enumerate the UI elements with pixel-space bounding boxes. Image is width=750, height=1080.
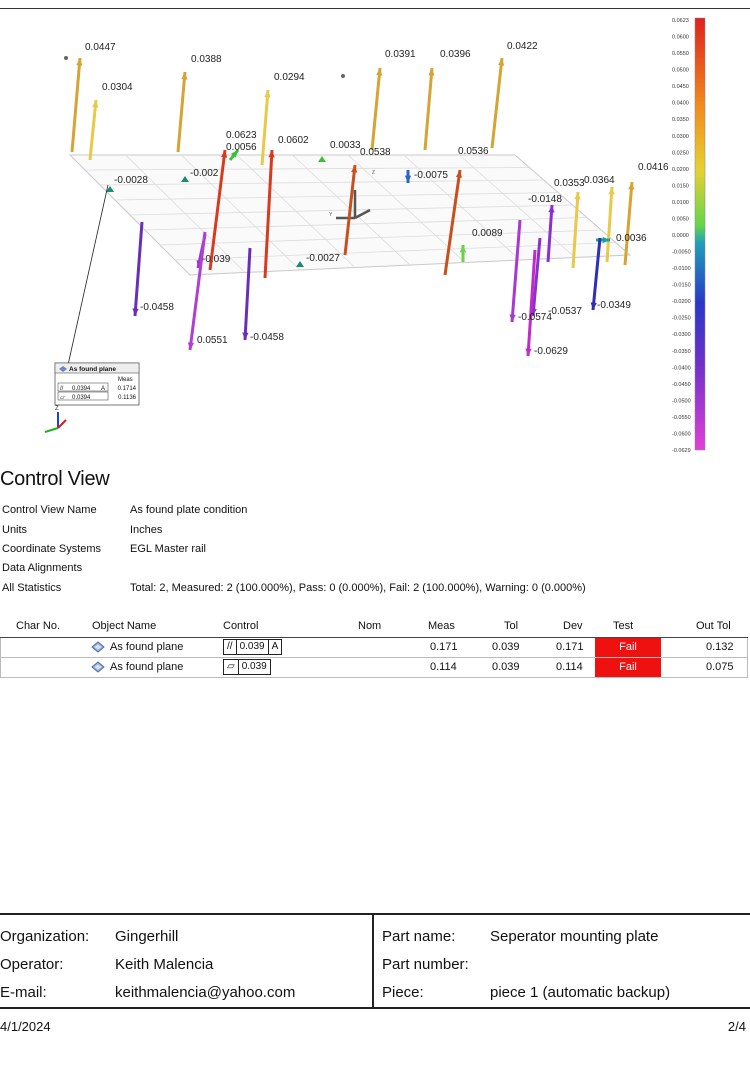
arrow-shaft	[90, 100, 96, 160]
meas-value: 0.171	[430, 641, 458, 653]
scale-label: 0.0350	[672, 117, 689, 124]
plane-icon	[91, 641, 105, 656]
arrow-shaft	[72, 58, 80, 152]
legend-symbol: //	[60, 386, 64, 392]
deviation-label: 0.0089	[472, 228, 503, 239]
deviation-label: 0.0538	[360, 147, 391, 158]
legend-meas-header: Meas	[118, 377, 133, 383]
tol-value: 0.039	[492, 641, 520, 653]
info-label: Coordinate Systems	[2, 543, 102, 555]
report-footer	[0, 913, 750, 1009]
arrow-head	[608, 187, 614, 195]
flatness-icon: ▱	[224, 660, 239, 674]
scale-label: 0.0450	[672, 84, 689, 91]
arrow-head	[268, 150, 274, 158]
deviation-label: -0.0027	[306, 253, 340, 264]
tolerance-value: 0.039	[237, 640, 269, 654]
scale-label: 0.0550	[672, 51, 689, 58]
deviation-arrow	[625, 182, 634, 265]
deviation-label: 0.0056	[226, 142, 257, 153]
deviation-label: 0.0036	[616, 233, 647, 244]
arrow-head	[242, 332, 248, 340]
arrow-shaft	[372, 68, 380, 150]
legend-tol: 0.0394	[72, 395, 91, 401]
arrow-shaft	[625, 182, 632, 265]
deviation-arrow	[72, 58, 82, 152]
scale-label: 0.0150	[672, 183, 689, 190]
deviation-arrow	[178, 72, 187, 152]
tol-value: 0.039	[492, 661, 520, 673]
arrow-shaft	[262, 90, 268, 165]
part-name-value: Seperator mounting plate	[490, 928, 659, 945]
column-header-tol: Tol	[504, 620, 519, 632]
arrow-head	[132, 308, 138, 316]
scale-label: 0.0000	[672, 233, 689, 239]
scale-label: -0.0550	[672, 414, 691, 421]
deviation-label: 0.0391	[385, 49, 416, 60]
scale-label: 0.0623	[672, 18, 689, 24]
part-number-label: Part number:	[382, 956, 469, 973]
deviation-label: 0.0536	[458, 146, 489, 157]
scale-label: 0.0400	[672, 100, 689, 107]
gdt-control-frame	[223, 639, 282, 655]
scale-label: -0.0300	[672, 332, 691, 339]
parallelism-icon: //	[224, 640, 237, 654]
piece-value: piece 1 (automatic backup)	[490, 984, 671, 1001]
arrow-shaft	[178, 72, 185, 152]
info-value: Inches	[130, 524, 163, 536]
footer-divider	[372, 915, 374, 1007]
operator-value: Keith Malencia	[115, 956, 214, 973]
column-header-out-tol: Out Tol	[696, 620, 731, 632]
column-header-nom: Nom	[358, 620, 382, 632]
out-tol-value: 0.075	[706, 661, 734, 673]
page-title: Control View	[0, 468, 110, 490]
triad-z-label: Z	[55, 406, 59, 412]
dev-value: 0.171	[556, 641, 584, 653]
info-value: Total: 2, Measured: 2 (100.000%), Pass: 0 (0.000%), Fail: 2 (100.000%), Warning: 0 (0.000%)	[130, 582, 586, 594]
meas-value: 0.114	[430, 661, 457, 673]
column-header-char-no: Char No.	[16, 620, 61, 632]
results-table-header	[0, 620, 750, 636]
deviation-label: 0.0447	[85, 42, 116, 53]
scale-label: -0.0400	[672, 365, 691, 372]
deviation-label: -0.0349	[597, 300, 631, 311]
deviation-label: -0.0629	[534, 346, 568, 357]
column-header-dev: Dev	[563, 620, 583, 632]
triad-x	[58, 420, 66, 428]
deviation-label: 0.0304	[102, 82, 133, 93]
deviation-arrow	[425, 68, 434, 150]
center-y-label: Y	[329, 212, 333, 218]
scale-label: 0.0050	[672, 216, 689, 223]
deviation-label: -0.039	[202, 254, 231, 265]
test-status-badge: Fail	[595, 658, 661, 677]
deviation-label: 0.0551	[197, 335, 228, 346]
info-value: EGL Master rail	[130, 543, 207, 555]
arrow-head	[264, 90, 270, 98]
scale-label: -0.0450	[672, 381, 691, 388]
tolerance-value: 0.039	[241, 661, 267, 672]
email-label: E-mail:	[0, 984, 47, 1001]
column-header-control: Control	[223, 620, 259, 632]
scale-label: 0.0300	[672, 133, 689, 140]
deviation-arrow	[90, 100, 98, 160]
report-date: 4/1/2024	[0, 1019, 51, 1034]
legend-datum: A	[101, 386, 106, 392]
scale-label: -0.0050	[672, 249, 691, 256]
scale-label: 0.0250	[672, 150, 689, 157]
page-number: 2/4	[727, 1019, 746, 1034]
deviation-label: -0.0028	[114, 175, 148, 186]
info-label: All Statistics	[2, 582, 62, 594]
deviation-label: 0.0364	[584, 175, 615, 186]
part-name-label: Part name:	[382, 928, 456, 945]
deviation-label: -0.002	[190, 168, 219, 179]
gdt-control-frame	[223, 659, 271, 675]
deviation-label: -0.0574	[518, 312, 552, 323]
scale-label: 0.0100	[672, 199, 689, 206]
legend-symbol: ▱	[60, 395, 65, 401]
center-z-label: Z	[372, 170, 376, 176]
object-name: As found plane	[110, 641, 184, 653]
info-label: Data Alignments	[2, 562, 83, 574]
arrow-shaft	[425, 68, 432, 150]
column-header-object-name: Object Name	[92, 620, 157, 632]
triad-y	[45, 428, 58, 432]
deviation-label: 0.0294	[274, 72, 305, 83]
legend-meas: 0.1714	[117, 386, 136, 392]
scale-label: -0.0350	[672, 348, 691, 355]
color-scale-bar	[695, 18, 705, 450]
arrow-head	[525, 348, 531, 356]
deviation-label: -0.0458	[140, 302, 174, 313]
email-value: keithmalencia@yahoo.com	[115, 984, 296, 1001]
deviation-label: 0.0623	[226, 130, 257, 141]
scale-label: -0.0100	[672, 266, 691, 273]
scale-label: 0.0600	[672, 34, 689, 41]
legend-meas: 0.1136	[118, 395, 136, 401]
color-scale	[672, 18, 705, 454]
deviation-label: 0.0388	[191, 54, 222, 65]
info-value: As found plate condition	[130, 504, 248, 516]
leader-line	[68, 185, 108, 365]
column-header-meas: Meas	[428, 620, 455, 632]
legend-title: As found plane	[69, 366, 116, 373]
arrow-head	[574, 192, 580, 200]
marker-dot	[64, 56, 68, 60]
scale-label: -0.0500	[672, 398, 691, 405]
scale-label: -0.0629	[672, 448, 691, 454]
arrow-shaft	[492, 58, 502, 148]
legend-tol: 0.0394	[72, 386, 91, 392]
deviation-arrow	[372, 68, 382, 150]
deviation-arrow	[492, 58, 504, 148]
scale-label: -0.0250	[672, 315, 691, 322]
out-tol-value: 0.132	[706, 641, 734, 653]
organization-value: Gingerhill	[115, 928, 179, 945]
dev-value: 0.114	[556, 661, 583, 673]
deviation-label: 0.0422	[507, 41, 538, 52]
column-header-test: Test	[613, 620, 634, 632]
operator-label: Operator:	[0, 956, 64, 973]
deviation-label: -0.0075	[414, 170, 448, 181]
deviation-label: 0.0033	[330, 140, 361, 151]
info-label: Units	[2, 524, 28, 536]
datum-ref: A	[271, 641, 279, 652]
deviation-label: 0.0602	[278, 135, 309, 146]
organization-label: Organization:	[0, 928, 90, 945]
info-label: Control View Name	[2, 504, 97, 516]
deviation-visualization	[0, 0, 750, 460]
table-row[interactable]	[0, 658, 748, 678]
arrow-head	[509, 314, 515, 322]
object-name: As found plane	[110, 661, 184, 673]
scale-label: -0.0600	[672, 431, 691, 438]
test-status-badge: Fail	[595, 638, 661, 657]
deviation-arrow	[262, 90, 271, 165]
deviation-label: -0.0537	[548, 306, 582, 317]
scale-label: -0.0200	[672, 299, 691, 306]
as-found-plane-legend	[55, 185, 139, 405]
scale-label: 0.0200	[672, 166, 689, 173]
table-row[interactable]	[0, 638, 748, 658]
scale-label: -0.0150	[672, 282, 691, 289]
deviation-label: -0.0458	[250, 332, 284, 343]
marker-dot	[341, 74, 345, 78]
piece-label: Piece:	[382, 984, 424, 1001]
deviation-label: -0.0148	[528, 194, 562, 205]
deviation-label: 0.0396	[440, 49, 471, 60]
deviation-label: 0.0416	[638, 162, 669, 173]
deviation-label: 0.0353	[554, 178, 585, 189]
plane-icon	[91, 661, 105, 676]
scale-label: 0.0500	[672, 67, 689, 74]
